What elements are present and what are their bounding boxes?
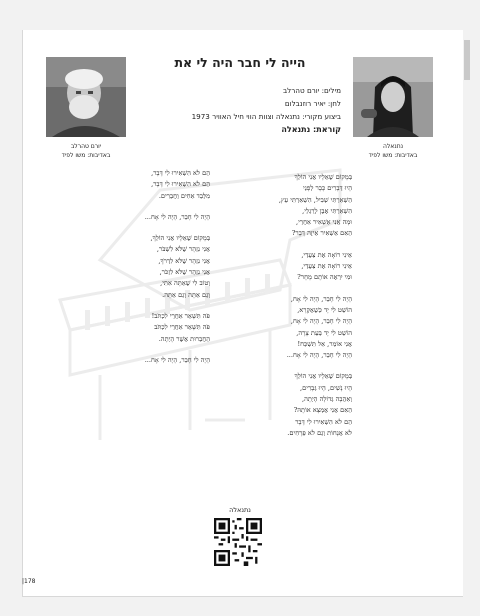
lyrics-column-left [90,168,210,376]
song-title: הייה לי חבר היה לי את [174,55,306,70]
stanza [90,233,210,301]
lyric-line: הַשְׁאַרְתִּי שְׁבִיל, הִשְׁאַרְתִּי עֵץ, [278,195,352,204]
reader-credit: קוראת: נתנאלה [281,125,341,134]
lyrics-credit: מילים: יורם טהרלב [283,86,341,95]
lyric-line: וּמִי יִרְאֶה אוֹתָם מָחָר? [297,273,352,282]
lyric-line: פֹּה תִּשָּׁאֵר אַחֲרַי לִכְתֹּב [154,323,210,332]
qr-label: נתנאלה [229,506,251,514]
author-photo [46,57,126,137]
qr-code[interactable] [214,518,262,566]
stanza [90,311,210,345]
lyric-line: מִלְּבַד אַחִים וַחֲבֵרִים. [158,191,210,200]
lyric-line: וְטוֹב לִי שֶׁאַתָּה אִתִּי, [160,279,210,288]
lyric-line: הָיָה לִי חָבֵר, הָיָה לִי אָח... [286,351,352,360]
stanza [232,371,352,439]
lyric-line: בְּמָקוֹם שֶׁאֵלָיו אֲנִי הוֹלֵךְ, [150,234,210,243]
page-number: |178 [22,578,36,585]
singer-photo [353,57,433,137]
song-credits [145,84,341,136]
lyric-line: הָיָה לִי חָבֵר, הָיָה לִי אָח... [144,212,210,221]
lyric-line: הֵם לֹא הִשְׁאִירוּ לִי דָּבָר [295,417,352,426]
lyric-line: אֲנִי נִזְהָר שֶׁלֹּא לִשְׁבֹּר, [156,245,210,254]
singer-photo-credit: באדיבות: משו לפיד [368,152,418,159]
singer-name: נתנאלה [382,143,404,150]
stanza [232,172,352,240]
lyric-line: אֵינִי רוֹאָה אֶת צַעֲדַי, [301,250,352,259]
author-name: יורם טהרלב [70,143,102,150]
lyric-line: לֹא אֲנָחוֹת וְגַם לֹא פְּרָחִים. [287,428,352,437]
stanza [90,212,210,223]
lyric-line: הַחֲבֵרוּת אֲשֶׁר הָיְתָה. [158,334,210,343]
singer-caption [343,142,443,160]
stanza [90,355,210,366]
lyric-line: הַאִם אַשְׁאִיר אֵיזֶה דָּבָר? [291,229,352,238]
stanza [232,294,352,362]
melody-credit: לחן: יאיר רוזנבלום [284,99,341,108]
lyric-line: וּמָה אֲנִי אַשְׁאִיר אַחֲרַי, [296,218,352,227]
stanza [90,168,210,202]
lyric-line: אֲנִי נִזְהָר שֶׁלֹּא לִדְרֹךְ, [158,256,210,265]
lyric-line: פֹּה תִּשָּׁאֵר אַחֲרַי לִכְתֹּב! [151,311,210,320]
page-edge-tab [464,40,470,80]
lyric-line: הַאִם אֲנִי אֶמְצָא אוֹתָהּ? [293,406,352,415]
lyric-line: וְגַם אַתָּה וְגַם אַתָּה. [162,290,210,299]
lyric-line: הָיָה לִי חָבֵר, הָיָה לִי אָח, [290,294,352,303]
lyric-line: אֲנִי אוֹמֵר, אַל תִּשְׁכַּח! [297,339,352,348]
lyric-line: הָיָה לִי חָבֵר, הָיָה לִי אָח... [144,355,210,364]
performance-credit: ביצוע מקורי: נתנאלה וצוות הווי חיל האוויר 1973 [191,112,341,121]
author-photo-credit: באדיבות: משו לפיד [61,152,111,159]
author-caption [36,142,136,160]
lyric-line: אֵינִי רוֹאָה אֶת צַעֲדַי, [301,262,352,271]
lyric-line: הוֹשֵׁט לִי יָד כְּשֶׁאֶקְרָא, [297,305,352,314]
lyric-line: הֵם לֹא הִשְׁאִירוּ לִי דָּבָר, [151,169,210,177]
lyric-line: הוֹשֵׁט לִי יָד בְּעֵת צָרָה, [296,328,352,337]
lyric-line: הָיָה לִי חָבֵר, הָיָה לִי אָח, [290,317,352,326]
lyric-line: בְּמָקוֹם שֶׁאֵלָיו אֲנִי הוֹלֵךְ [294,173,352,181]
lyric-line: הָיוּ דְּבָרִים כָּבָר לְפָנַי [303,184,352,193]
lyric-line: אֲנִי נִזְהָר שֶׁלֹּא לִזְכֹּר, [159,268,210,277]
stanza [232,250,352,284]
lyric-line: הָיוּ נָשִׁים, הָיוּ גְּבָרִים, [300,383,352,392]
lyrics-column-right [232,172,352,449]
lyric-line: בְּמָקוֹם שֶׁאֵלָיו אֲנִי הוֹלֵךְ [294,372,352,381]
page-number-value: 178 [24,578,36,585]
lyric-line: הִשְׁאַרְתִּי אֶבֶן לְרַגְלַי, [302,206,352,215]
lyric-line: הֵם לֹא הִשְׁאִירוּ לִי דָּבָר, [151,180,210,189]
lyric-line: וְאַהֲבָה גְּדוֹלָה הָיְתָה, [302,395,352,404]
